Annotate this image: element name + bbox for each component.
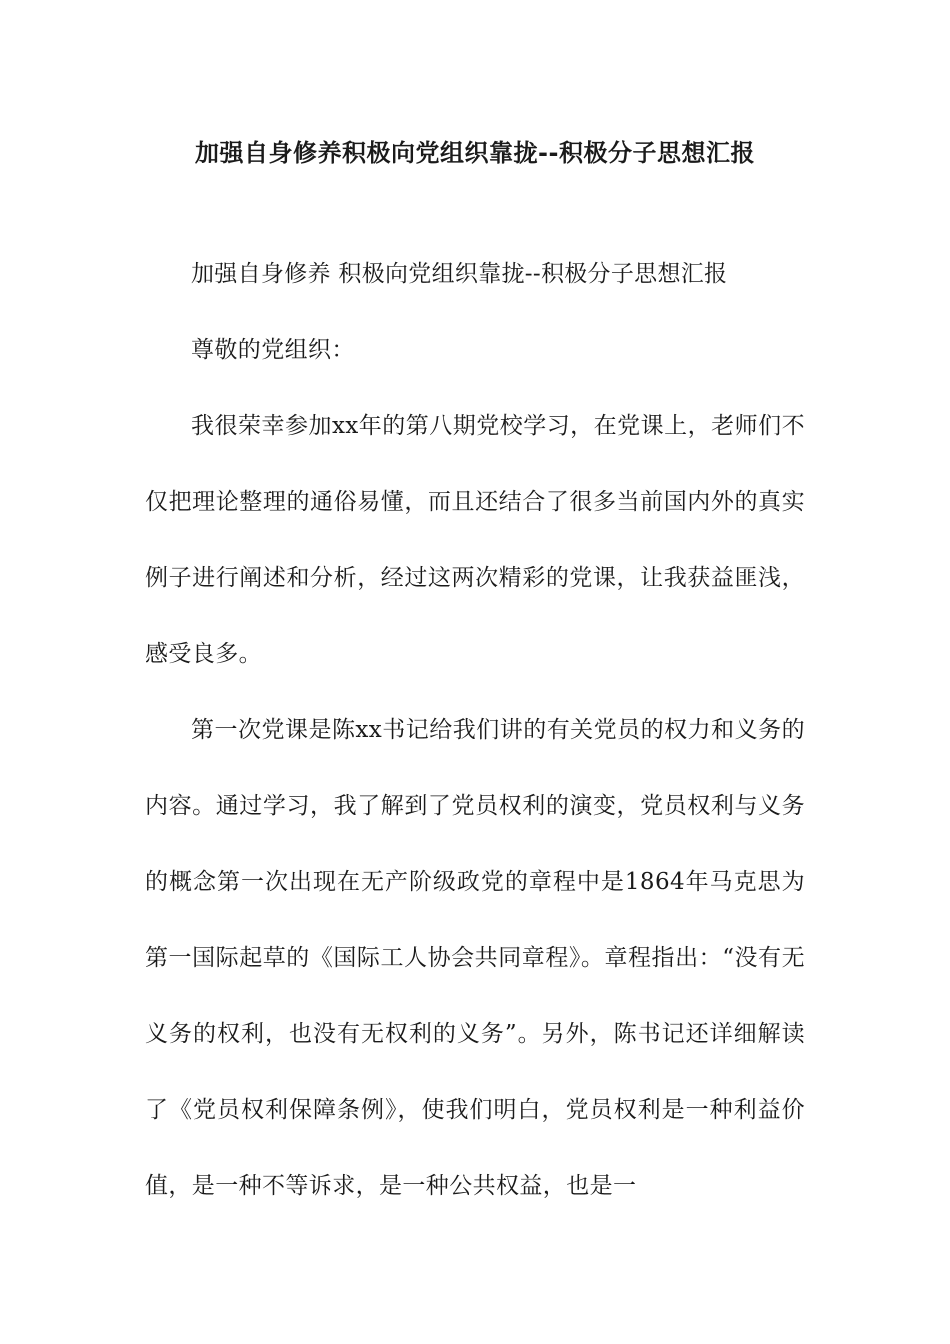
- paragraph-salutation: 尊敬的党组织：: [191, 337, 355, 363]
- paragraph-2: 第一次党课是陈xx书记给我们讲的有关党员的权力和义务的内容。通过学习，我了解到了党员权利的演变，党员权利与义务的概念第一次出现在无产阶级政党的章程中是1864年马克思为第一国际起草的《国际工人协会共同章程》。章程指出：“没有无义务的权利，也没有无权利的义务”。另外，陈书记还详细解读了《党员权利保障条例》，使我们明白，党员权利是一种利益价值，是一种不等诉求，是一种公共权益，也是一: [145, 717, 805, 1199]
- paragraph-1: 我很荣幸参加xx年的第八期党校学习，在党课上，老师们不仅把理论整理的通俗易懂，而且还结合了很多当前国内外的真实例子进行阐述和分析，经过这两次精彩的党课，让我获益匪浅，感受良多。: [145, 413, 805, 667]
- paragraph-subtitle: 加强自身修养 积极向党组织靠拢--积极分子思想汇报: [191, 261, 728, 287]
- document-title: 加强自身修养积极向党组织靠拢--积极分子思想汇报: [195, 139, 755, 167]
- document-body: [145, 236, 805, 1224]
